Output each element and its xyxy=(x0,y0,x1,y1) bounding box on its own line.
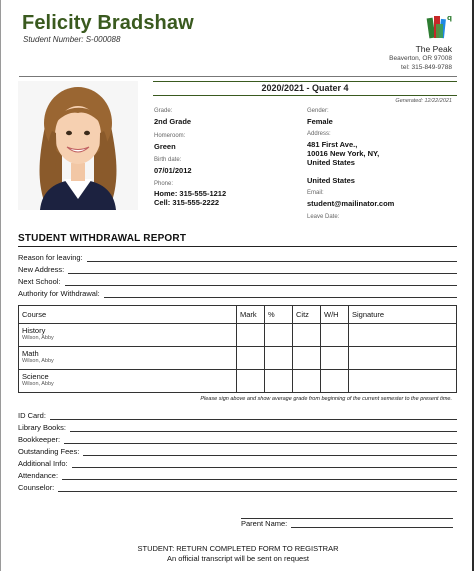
table-row xyxy=(19,324,457,347)
new-address-label: New Address: xyxy=(18,265,65,274)
course-cell xyxy=(19,324,237,347)
table-row xyxy=(19,347,457,370)
school-phone: tel: 315-849-9788 xyxy=(401,64,452,71)
student-photo xyxy=(18,81,138,210)
course-name: Math xyxy=(22,349,39,358)
signature-cell[interactable] xyxy=(349,347,457,370)
authority-label: Authority for Withdrawal: xyxy=(18,289,100,298)
authority-line[interactable] xyxy=(104,289,457,298)
course-cell xyxy=(19,370,237,393)
country-value: United States xyxy=(307,176,355,185)
mark-cell[interactable] xyxy=(237,324,265,347)
additional-info-field[interactable] xyxy=(18,457,457,468)
generated-date: Generated: 12/22/2021 xyxy=(395,98,452,104)
grade-label: Grade: xyxy=(154,108,173,114)
address-label: Address: xyxy=(307,131,331,137)
additional-info-label: Additional Info: xyxy=(18,459,68,468)
teacher-name: Wilson, Abby xyxy=(22,381,54,387)
citz-cell[interactable] xyxy=(293,370,321,393)
email-value: student@mailinator.com xyxy=(307,199,395,208)
bookkeeper-field[interactable] xyxy=(18,433,457,444)
school-name: The Peak xyxy=(415,44,452,54)
wh-cell[interactable] xyxy=(321,347,349,370)
term-title: 2020/2021 - Quater 4 xyxy=(261,83,349,93)
col-citz: Citz xyxy=(293,306,321,324)
address-line-2: 10016 New York, NY, xyxy=(307,149,380,158)
teacher-name: Wilson, Abby xyxy=(22,335,54,341)
homeroom-label: Homeroom: xyxy=(154,133,186,139)
citz-cell[interactable] xyxy=(293,347,321,370)
counselor-label: Counselor: xyxy=(18,483,55,492)
header-divider xyxy=(19,76,457,77)
homeroom-value: Green xyxy=(154,142,176,151)
report-title: STUDENT WITHDRAWAL REPORT xyxy=(18,233,187,244)
outstanding-fees-line[interactable] xyxy=(83,447,457,456)
attendance-label: Attendance: xyxy=(18,471,59,480)
bookkeeper-label: Bookkeeper: xyxy=(18,435,61,444)
counselor-field[interactable] xyxy=(18,481,457,492)
grades-table xyxy=(18,305,457,393)
leave-date-label: Leave Date: xyxy=(307,214,340,220)
footer-note: An official transcript will be sent on request xyxy=(166,554,310,563)
id-card-field[interactable] xyxy=(18,409,457,420)
birth-date-label: Birth date: xyxy=(154,157,182,163)
reason-line[interactable] xyxy=(87,253,457,262)
course-name: History xyxy=(22,326,46,335)
citz-cell[interactable] xyxy=(293,324,321,347)
grades-header-row xyxy=(19,306,457,324)
id-card-label: ID Card: xyxy=(18,411,46,420)
report-title-rule xyxy=(18,246,457,247)
col-wh: W/H xyxy=(321,306,349,324)
term-rule-bottom xyxy=(153,95,457,96)
signature-cell[interactable] xyxy=(349,324,457,347)
library-books-field[interactable] xyxy=(18,421,457,432)
wh-cell[interactable] xyxy=(321,370,349,393)
reason-field[interactable] xyxy=(18,251,457,262)
table-row xyxy=(19,370,457,393)
percent-cell[interactable] xyxy=(265,370,293,393)
col-percent: % xyxy=(265,306,293,324)
parent-name-field[interactable] xyxy=(241,517,453,528)
next-school-field[interactable] xyxy=(18,275,457,286)
id-card-line[interactable] xyxy=(50,411,457,420)
footer-instruction: STUDENT: RETURN COMPLETED FORM TO REGISTRAR xyxy=(137,544,339,553)
term-rule-top xyxy=(153,81,457,82)
parent-name-label: Parent Name: xyxy=(241,519,288,528)
counselor-line[interactable] xyxy=(58,483,457,492)
col-mark: Mark xyxy=(237,306,265,324)
student-name: Felicity Bradshaw xyxy=(22,12,194,34)
phone-home: Home: 315-555-1212 xyxy=(154,189,227,198)
mark-cell[interactable] xyxy=(237,370,265,393)
col-signature: Signature xyxy=(349,306,457,324)
grade-value: 2nd Grade xyxy=(154,117,192,126)
wh-cell[interactable] xyxy=(321,324,349,347)
outstanding-fees-field[interactable] xyxy=(18,445,457,456)
svg-text:q: q xyxy=(447,14,452,22)
library-books-line[interactable] xyxy=(70,423,457,432)
course-cell xyxy=(19,347,237,370)
signature-cell[interactable] xyxy=(349,370,457,393)
signature-note: Please sign above and show average grade from beginning of the current semester to the present time. xyxy=(200,396,452,402)
reason-label: Reason for leaving: xyxy=(18,253,83,262)
course-name: Science xyxy=(22,372,49,381)
student-number: Student Number: S-000088 xyxy=(23,35,121,44)
address-line-1: 481 First Ave., xyxy=(307,140,358,149)
col-course: Course xyxy=(19,306,237,324)
bookkeeper-line[interactable] xyxy=(64,435,457,444)
parent-name-line[interactable] xyxy=(291,519,453,528)
school-address: Beaverton, OR 97008 xyxy=(389,55,452,62)
next-school-line[interactable] xyxy=(65,277,457,286)
birth-date-value: 07/01/2012 xyxy=(154,166,192,175)
mark-cell[interactable] xyxy=(237,347,265,370)
attendance-line[interactable] xyxy=(62,471,457,480)
library-books-label: Library Books: xyxy=(18,423,66,432)
percent-cell[interactable] xyxy=(265,347,293,370)
phone-label: Phone: xyxy=(154,181,174,187)
attendance-field[interactable] xyxy=(18,469,457,480)
gender-value: Female xyxy=(307,117,333,126)
phone-cell: Cell: 315-555-2222 xyxy=(154,198,220,207)
additional-info-line[interactable] xyxy=(72,459,457,468)
new-address-field[interactable] xyxy=(18,263,457,274)
percent-cell[interactable] xyxy=(265,324,293,347)
email-label: Email: xyxy=(307,190,324,196)
outstanding-fees-label: Outstanding Fees: xyxy=(18,447,80,456)
authority-field[interactable] xyxy=(18,287,457,298)
next-school-label: Next School: xyxy=(18,277,61,286)
gender-label: Gender: xyxy=(307,108,329,114)
new-address-line[interactable] xyxy=(68,265,457,274)
teacher-name: Wilson, Abby xyxy=(22,358,54,364)
address-line-3: United States xyxy=(307,158,355,167)
school-logo-icon xyxy=(426,12,452,42)
